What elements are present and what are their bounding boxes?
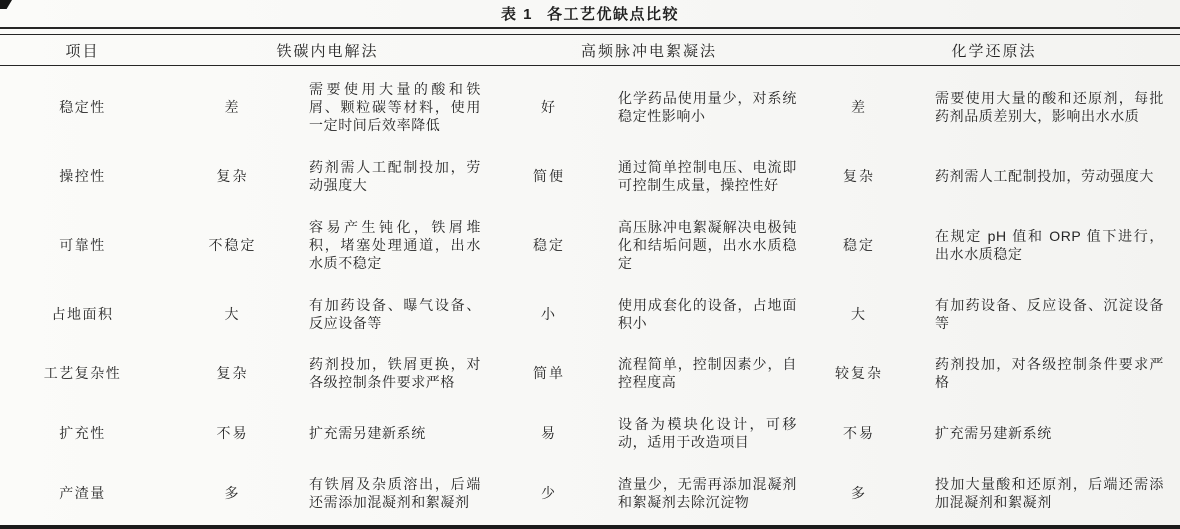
table-top-rule (0, 27, 1180, 35)
table-row (0, 284, 1180, 344)
table-bottom-rule (0, 525, 1180, 529)
row-item-label: 扩充性 (59, 425, 106, 442)
rating-cell: 小 (541, 305, 557, 322)
rating-cell: 稳定 (533, 236, 565, 253)
desc-cell: 渣量少，无需再添加混凝剂和絮凝剂去除沉淀物 (618, 476, 797, 511)
rating-cell: 不易 (216, 425, 249, 442)
desc-cell: 需要使用大量的酸和还原剂，每批药剂品质差别大，影响出水水质 (935, 89, 1164, 124)
row-item-label: 占地面积 (51, 305, 114, 322)
header-method-2: 高频脉冲电絮凝法 (580, 42, 717, 60)
rating-cell: 易 (541, 425, 557, 442)
desc-cell: 有加药设备、反应设备、沉淀设备等 (935, 296, 1164, 331)
rating-cell: 差 (224, 98, 241, 115)
table-row (0, 343, 1180, 403)
desc-cell: 高压脉冲电絮凝解决电极钝化和结垢问题，出水水质稳定 (618, 218, 797, 271)
table-body (0, 66, 1180, 525)
rating-cell: 好 (541, 98, 557, 115)
desc-cell: 药剂需人工配制投加，劳动强度大 (309, 158, 481, 193)
table-row (0, 206, 1180, 284)
table-row (0, 146, 1180, 206)
comparison-table (0, 27, 1180, 529)
table-header-row (0, 35, 1180, 66)
header-method-3: 化学还原法 (951, 42, 1037, 60)
row-item-label: 可靠性 (59, 236, 106, 253)
table-row (0, 403, 1180, 463)
rating-cell: 复杂 (216, 167, 249, 184)
desc-cell: 药剂需人工配制投加，劳动强度大 (935, 167, 1154, 184)
rating-cell: 复杂 (843, 167, 875, 184)
row-item-label: 产渣量 (59, 485, 106, 502)
desc-cell: 药剂投加，对各级控制条件要求严格 (935, 356, 1164, 391)
rating-cell: 简便 (533, 167, 565, 184)
table-number: 表 1 (500, 6, 533, 23)
table-row (0, 463, 1180, 523)
desc-cell: 在规定 pH 值和 ORP 值下进行，出水水质稳定 (935, 227, 1164, 262)
rating-cell: 大 (224, 305, 241, 322)
rating-cell: 大 (851, 305, 867, 322)
row-item-label: 稳定性 (59, 98, 106, 115)
rating-cell: 较复杂 (835, 365, 883, 382)
rating-cell: 复杂 (216, 365, 249, 382)
table-title (0, 0, 1180, 27)
rating-cell: 多 (851, 485, 867, 502)
header-method-1: 铁碳内电解法 (276, 42, 379, 60)
desc-cell: 流程简单，控制因素少，自控程度高 (618, 356, 797, 391)
rating-cell: 不稳定 (208, 236, 257, 253)
desc-cell: 药剂投加，铁屑更换，对各级控制条件要求严格 (309, 356, 481, 391)
desc-cell: 设备为模块化设计，可移动，适用于改造项目 (618, 416, 797, 451)
desc-cell: 使用成套化的设备，占地面积小 (618, 296, 797, 331)
rating-cell: 差 (851, 98, 867, 115)
desc-cell: 容易产生钝化，铁屑堆积，堵塞处理通道，出水水质不稳定 (309, 218, 481, 271)
rating-cell: 不易 (843, 425, 875, 442)
header-item: 项目 (65, 42, 100, 60)
desc-cell: 化学药品使用量少，对系统稳定性影响小 (618, 89, 797, 124)
desc-cell: 投加大量酸和还原剂，后端还需添加混凝剂和絮凝剂 (935, 476, 1164, 511)
row-item-label: 工艺复杂性 (43, 365, 122, 382)
desc-cell: 通过简单控制电压、电流即可控制生成量，操控性好 (618, 158, 797, 193)
desc-cell: 需要使用大量的酸和铁屑、颗粒碳等材料，使用一定时间后效率降低 (309, 80, 481, 133)
rating-cell: 多 (224, 485, 241, 502)
row-item-label: 操控性 (59, 167, 106, 184)
table-row (0, 68, 1180, 146)
table-caption: 各工艺优缺点比较 (547, 6, 680, 23)
desc-cell: 扩充需另建新系统 (935, 425, 1052, 442)
rating-cell: 稳定 (843, 236, 875, 253)
desc-cell: 扩充需另建新系统 (309, 425, 426, 442)
rating-cell: 简单 (533, 365, 565, 382)
rating-cell: 少 (541, 485, 557, 502)
desc-cell: 有加药设备、曝气设备、反应设备等 (309, 296, 481, 331)
desc-cell: 有铁屑及杂质溶出，后端还需添加混凝剂和絮凝剂 (309, 476, 481, 511)
